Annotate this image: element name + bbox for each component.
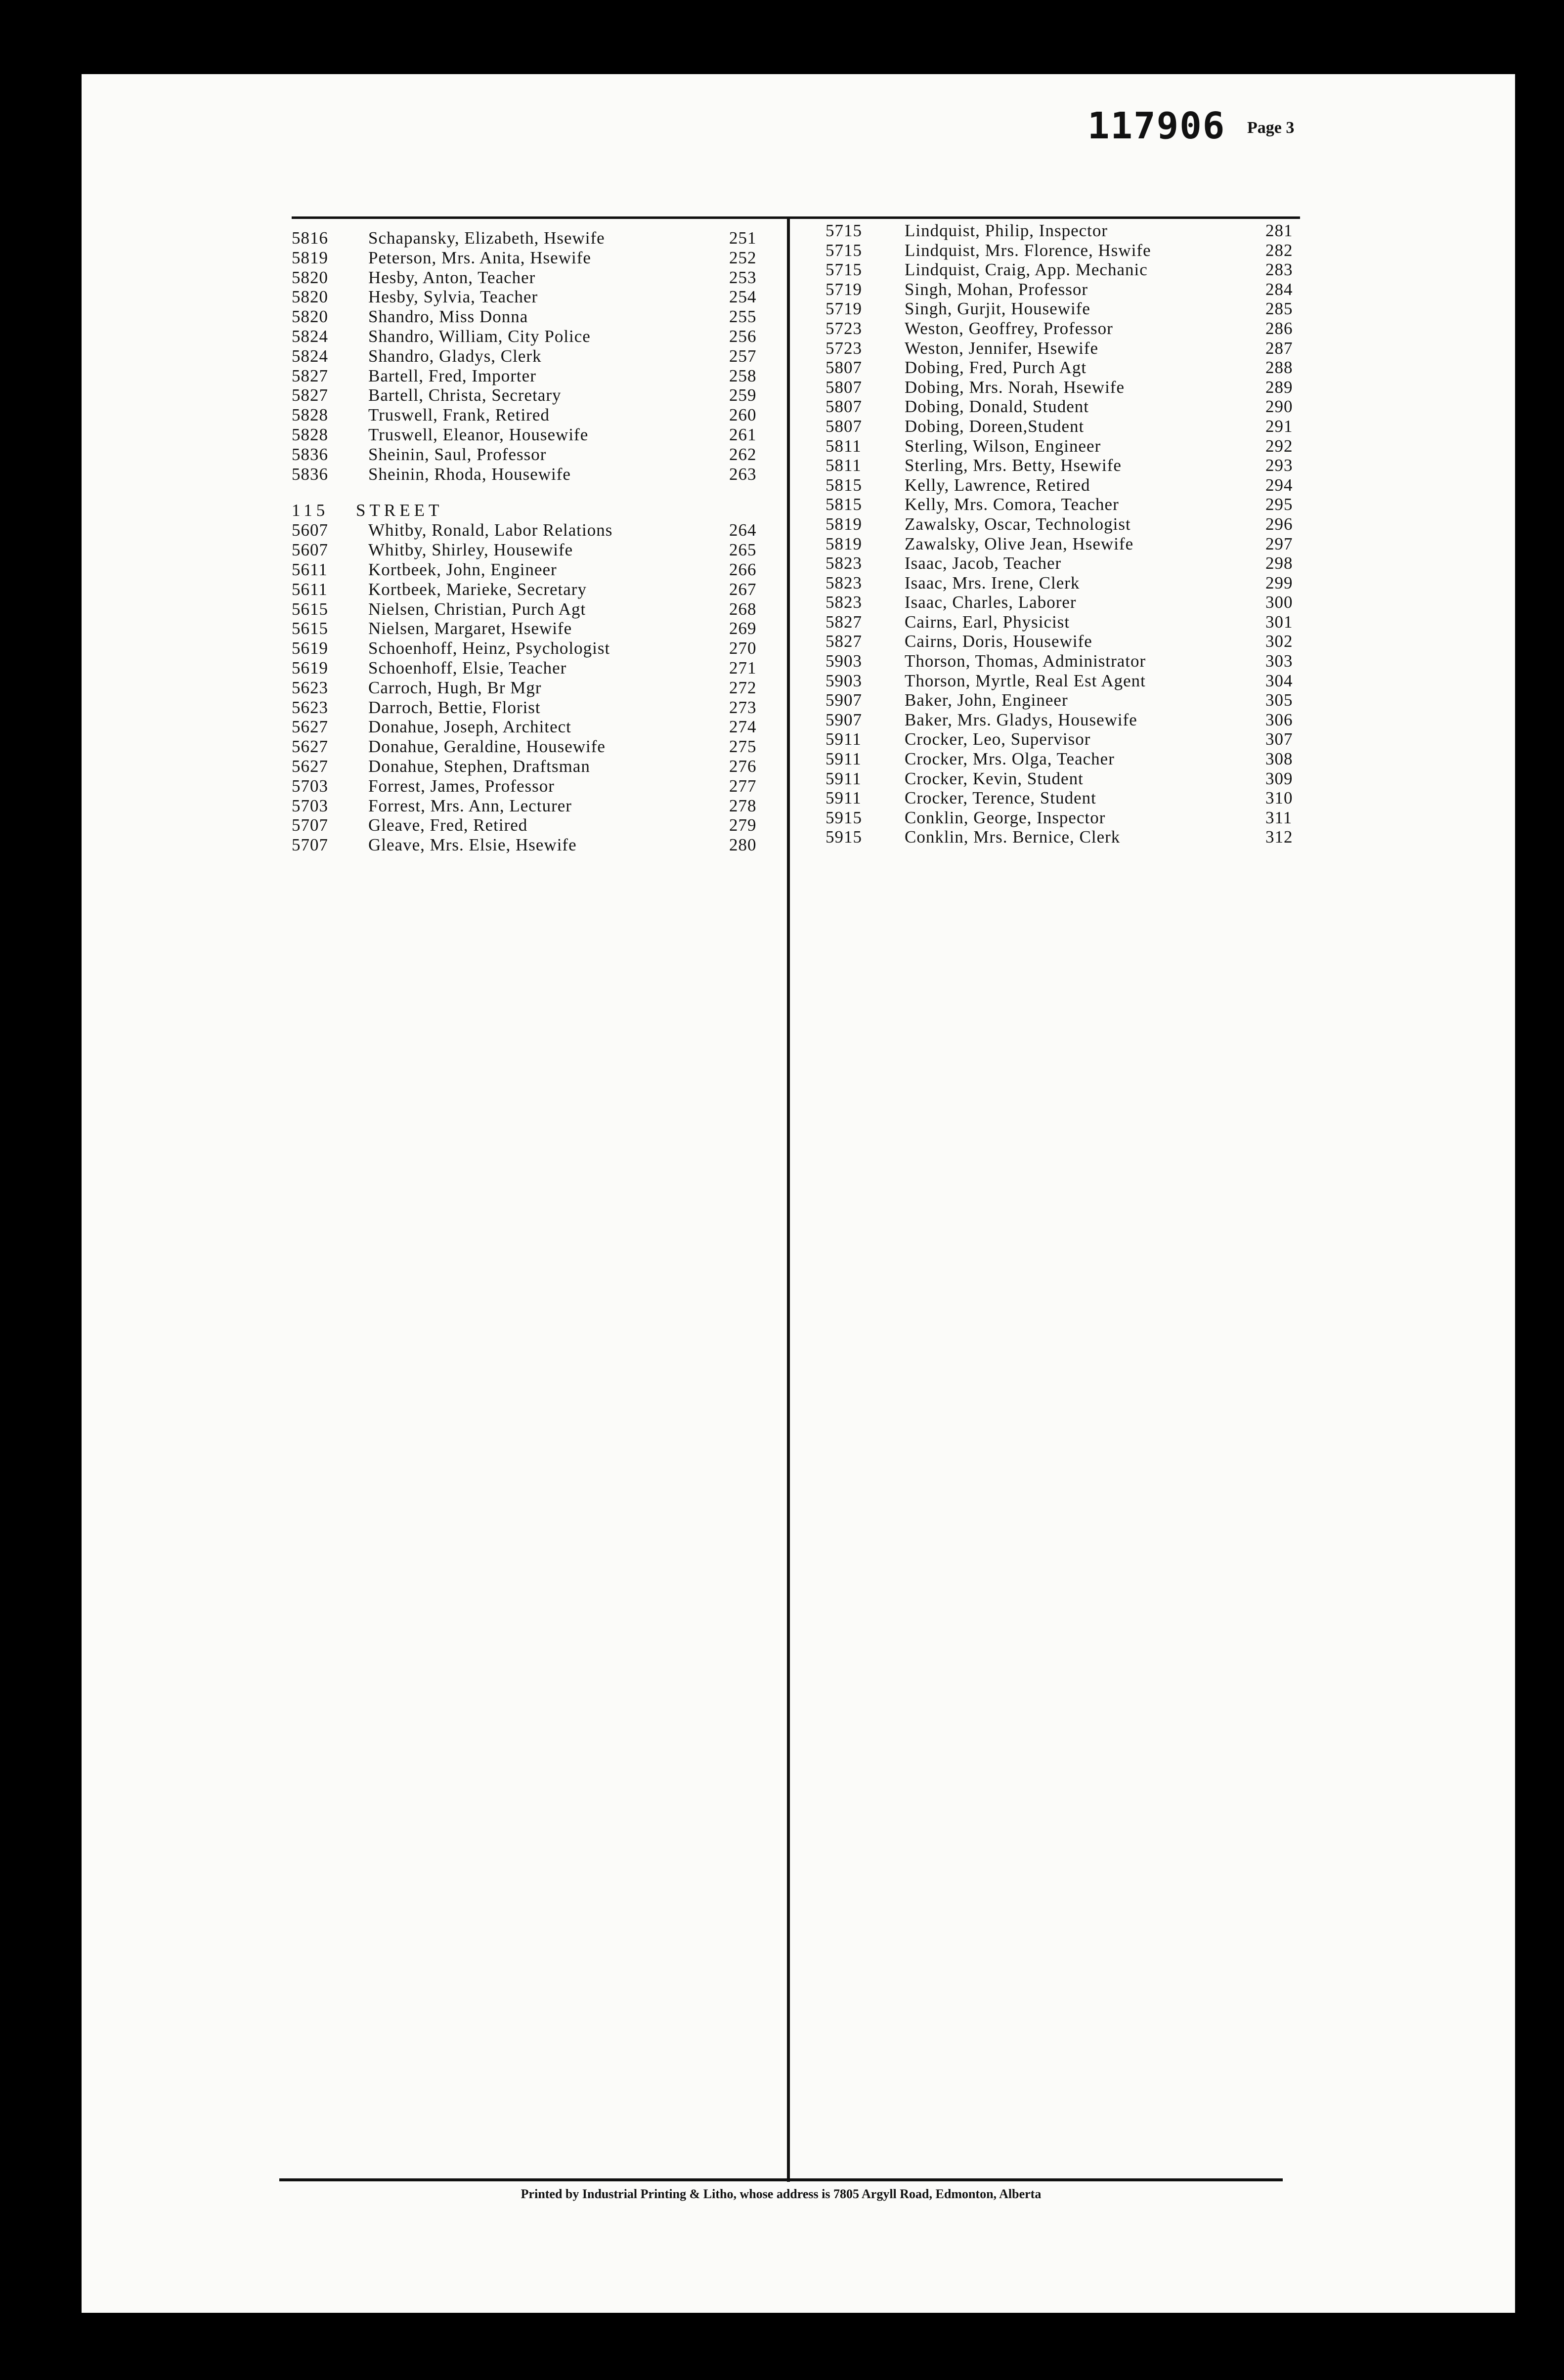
sequence-number: 300 [1265, 593, 1293, 612]
sequence-number: 258 [729, 366, 757, 385]
directory-entry [292, 385, 786, 405]
house-number: 5723 [825, 338, 862, 358]
resident-name: Gleave, Fred, Retired [368, 815, 528, 835]
resident-name: Crocker, Mrs. Olga, Teacher [905, 749, 1115, 769]
resident-name: Sterling, Wilson, Engineer [905, 436, 1101, 456]
resident-name: Dobing, Fred, Purch Agt [905, 358, 1087, 378]
house-number: 5827 [292, 366, 328, 385]
sequence-number: 290 [1265, 397, 1293, 417]
sequence-number: 281 [1265, 221, 1293, 240]
resident-name: Kelly, Lawrence, Retired [905, 475, 1090, 495]
house-number: 5623 [292, 678, 328, 697]
resident-name: Truswell, Frank, Retired [368, 405, 550, 425]
directory-entry [292, 287, 786, 307]
house-number: 5715 [825, 221, 862, 240]
sequence-number: 304 [1265, 671, 1293, 690]
directory-entry [292, 445, 786, 465]
resident-name: Nielsen, Christian, Purch Agt [368, 599, 586, 619]
resident-name: Weston, Jennifer, Hsewife [905, 338, 1099, 358]
directory-entry [825, 358, 1307, 378]
house-number: 5824 [292, 346, 328, 366]
directory-entry [825, 788, 1307, 808]
sequence-number: 265 [729, 540, 757, 560]
house-number: 5911 [825, 749, 862, 769]
house-number: 5627 [292, 737, 328, 757]
sequence-number: 259 [729, 385, 757, 405]
resident-name: Conklin, Mrs. Bernice, Clerk [905, 827, 1121, 847]
sequence-number: 310 [1265, 788, 1293, 808]
house-number: 5819 [825, 514, 862, 534]
resident-name: Donahue, Stephen, Draftsman [368, 756, 590, 776]
house-number: 5807 [825, 397, 862, 417]
directory-entry [292, 425, 786, 445]
directory-entry [825, 436, 1307, 456]
left-column [292, 228, 786, 855]
sequence-number: 269 [729, 619, 757, 638]
resident-name: Dobing, Doreen,Student [905, 416, 1085, 436]
resident-name: Forrest, Mrs. Ann, Lecturer [368, 796, 572, 815]
directory-entry [292, 815, 786, 835]
resident-name: Carroch, Hugh, Br Mgr [368, 678, 542, 697]
sequence-number: 252 [729, 248, 757, 267]
house-number: 5815 [825, 475, 862, 495]
house-number: 5807 [825, 416, 862, 436]
directory-entry [292, 638, 786, 658]
sequence-number: 286 [1265, 318, 1293, 338]
resident-name: Shandro, Miss Donna [368, 307, 528, 327]
left-section-1 [292, 228, 786, 484]
resident-name: Thorson, Thomas, Administrator [905, 651, 1146, 671]
resident-name: Crocker, Leo, Supervisor [905, 729, 1091, 749]
right-column [825, 221, 1307, 847]
house-number: 5903 [825, 651, 862, 671]
resident-name: Dobing, Donald, Student [905, 397, 1089, 417]
directory-entry [292, 560, 786, 580]
resident-name: Isaac, Charles, Laborer [905, 593, 1077, 612]
sequence-number: 272 [729, 678, 757, 697]
resident-name: Bartell, Fred, Importer [368, 366, 536, 385]
sequence-number: 282 [1265, 240, 1293, 260]
directory-entry [825, 632, 1307, 651]
resident-name: Lindquist, Craig, App. Mechanic [905, 260, 1148, 280]
resident-name: Kortbeek, John, Engineer [368, 559, 557, 579]
sequence-number: 268 [729, 599, 757, 619]
directory-entry [825, 612, 1307, 632]
resident-name: Isaac, Jacob, Teacher [905, 553, 1062, 573]
directory-entry [825, 593, 1307, 612]
house-number: 5607 [292, 540, 328, 560]
sequence-number: 277 [729, 776, 757, 796]
directory-entry [825, 769, 1307, 789]
sequence-number: 270 [729, 638, 757, 658]
sequence-number: 298 [1265, 553, 1293, 573]
sequence-number: 267 [729, 579, 757, 599]
resident-name: Shandro, William, City Police [368, 326, 591, 346]
directory-entry [825, 299, 1307, 319]
directory-entry [292, 717, 786, 737]
directory-entry [292, 540, 786, 560]
directory-entry [292, 228, 786, 248]
sequence-number: 291 [1265, 416, 1293, 436]
house-number: 5820 [292, 287, 328, 307]
resident-name: Isaac, Mrs. Irene, Clerk [905, 573, 1080, 593]
directory-entry [825, 397, 1307, 417]
house-number: 5820 [292, 267, 328, 287]
resident-name: Whitby, Shirley, Housewife [368, 540, 573, 560]
directory-entry [825, 280, 1307, 299]
resident-name: Donahue, Joseph, Architect [368, 717, 571, 737]
sequence-number: 285 [1265, 299, 1293, 319]
house-number: 5819 [292, 248, 328, 267]
house-number: 5619 [292, 638, 328, 658]
house-number: 5827 [825, 612, 862, 632]
directory-entry [292, 776, 786, 796]
resident-name: Sheinin, Saul, Professor [368, 444, 547, 464]
sequence-number: 251 [729, 228, 757, 248]
resident-name: Singh, Gurjit, Housewife [905, 299, 1090, 319]
left-section-2 [292, 520, 786, 855]
resident-name: Baker, Mrs. Gladys, Housewife [905, 710, 1137, 729]
directory-entry [825, 221, 1307, 241]
sequence-number: 299 [1265, 573, 1293, 593]
resident-name: Crocker, Kevin, Student [905, 768, 1084, 788]
sequence-number: 306 [1265, 710, 1293, 729]
house-number: 5907 [825, 710, 862, 729]
resident-name: Bartell, Christa, Secretary [368, 385, 562, 405]
directory-entry [825, 729, 1307, 749]
directory-entry [292, 248, 786, 268]
sequence-number: 288 [1265, 358, 1293, 378]
sequence-number: 312 [1265, 827, 1293, 847]
sequence-number: 264 [729, 520, 757, 540]
resident-name: Truswell, Eleanor, Housewife [368, 425, 589, 444]
house-number: 5911 [825, 788, 862, 808]
directory-entry [825, 534, 1307, 554]
directory-entry [825, 495, 1307, 514]
resident-name: Sterling, Mrs. Betty, Hsewife [905, 456, 1122, 475]
sequence-number: 309 [1265, 768, 1293, 788]
street-label: STREET [356, 501, 443, 520]
resident-name: Sheinin, Rhoda, Housewife [368, 464, 571, 484]
sequence-number: 275 [729, 737, 757, 757]
directory-entry [292, 698, 786, 718]
right-list [825, 221, 1307, 847]
house-number: 5819 [825, 534, 862, 553]
sequence-number: 307 [1265, 729, 1293, 749]
resident-name: Weston, Geoffrey, Professor [905, 318, 1113, 338]
sequence-number: 257 [729, 346, 757, 366]
sequence-number: 295 [1265, 495, 1293, 514]
house-number: 5723 [825, 318, 862, 338]
directory-entry [825, 241, 1307, 260]
house-number: 5915 [825, 827, 862, 847]
directory-entry [825, 339, 1307, 358]
directory-entry [825, 690, 1307, 710]
sequence-number: 302 [1265, 632, 1293, 651]
sequence-number: 255 [729, 307, 757, 327]
sequence-number: 297 [1265, 534, 1293, 553]
directory-entry [292, 307, 786, 327]
directory-entry [825, 553, 1307, 573]
directory-entry [292, 835, 786, 855]
sequence-number: 271 [729, 658, 757, 678]
house-number: 5719 [825, 299, 862, 319]
resident-name: Forrest, James, Professor [368, 776, 555, 796]
directory-entry [825, 808, 1307, 828]
house-number: 5816 [292, 228, 328, 248]
house-number: 5828 [292, 405, 328, 425]
sequence-number: 273 [729, 697, 757, 717]
page-number: Page 3 [1247, 119, 1295, 137]
directory-entry [292, 658, 786, 678]
sequence-number: 308 [1265, 749, 1293, 769]
directory-entry [825, 378, 1307, 397]
directory-entry [292, 580, 786, 599]
sequence-number: 296 [1265, 514, 1293, 534]
resident-name: Cairns, Earl, Physicist [905, 612, 1070, 632]
house-number: 5823 [825, 573, 862, 593]
house-number: 5836 [292, 464, 328, 484]
house-number: 5824 [292, 326, 328, 346]
sequence-number: 292 [1265, 436, 1293, 456]
directory-entry [825, 710, 1307, 730]
directory-entry [292, 619, 786, 638]
house-number: 5719 [825, 279, 862, 299]
directory-entry [825, 651, 1307, 671]
directory-entry [825, 475, 1307, 495]
sequence-number: 276 [729, 756, 757, 776]
resident-name: Nielsen, Margaret, Hsewife [368, 619, 572, 638]
resident-name: Lindquist, Philip, Inspector [905, 221, 1108, 240]
house-number: 5707 [292, 815, 328, 835]
house-number: 5815 [825, 495, 862, 514]
document-id: 117906 [1087, 105, 1226, 147]
house-number: 5811 [825, 436, 862, 456]
resident-name: Dobing, Mrs. Norah, Hsewife [905, 377, 1125, 397]
resident-name: Kortbeek, Marieke, Secretary [368, 579, 587, 599]
house-number: 5715 [825, 240, 862, 260]
house-number: 5611 [292, 559, 328, 579]
house-number: 5915 [825, 808, 862, 827]
resident-name: Lindquist, Mrs. Florence, Hswife [905, 240, 1151, 260]
resident-name: Hesby, Anton, Teacher [368, 267, 536, 287]
sequence-number: 266 [729, 559, 757, 579]
directory-entry [292, 366, 786, 386]
resident-name: Donahue, Geraldine, Housewife [368, 737, 606, 757]
resident-name: Zawalsky, Olive Jean, Hsewife [905, 534, 1134, 553]
resident-name: Gleave, Mrs. Elsie, Hsewife [368, 835, 577, 855]
sequence-number: 253 [729, 267, 757, 287]
street-number: 115 [292, 501, 329, 520]
sequence-number: 305 [1265, 690, 1293, 710]
sequence-number: 278 [729, 796, 757, 815]
sequence-number: 261 [729, 425, 757, 444]
resident-name: Kelly, Mrs. Comora, Teacher [905, 495, 1119, 514]
directory-entry [292, 346, 786, 366]
house-number: 5615 [292, 619, 328, 638]
sequence-number: 301 [1265, 612, 1293, 632]
bottom-rule [279, 2178, 1283, 2181]
resident-name: Schapansky, Elizabeth, Hsewife [368, 228, 605, 248]
sequence-number: 284 [1265, 279, 1293, 299]
directory-entry [292, 327, 786, 346]
resident-name: Thorson, Myrtle, Real Est Agent [905, 671, 1146, 690]
column-divider [787, 217, 790, 2182]
sequence-number: 254 [729, 287, 757, 307]
sequence-number: 289 [1265, 377, 1293, 397]
resident-name: Zawalsky, Oscar, Technologist [905, 514, 1131, 534]
house-number: 5623 [292, 697, 328, 717]
directory-entry [292, 465, 786, 484]
directory-entry [292, 678, 786, 698]
directory-entry [292, 520, 786, 540]
resident-name: Shandro, Gladys, Clerk [368, 346, 542, 366]
resident-name: Baker, John, Engineer [905, 690, 1068, 710]
street-heading [292, 501, 786, 520]
house-number: 5703 [292, 796, 328, 815]
house-number: 5627 [292, 756, 328, 776]
resident-name: Schoenhoff, Elsie, Teacher [368, 658, 567, 678]
house-number: 5823 [825, 553, 862, 573]
directory-entry [292, 599, 786, 619]
sequence-number: 262 [729, 444, 757, 464]
resident-name: Whitby, Ronald, Labor Relations [368, 520, 613, 540]
sequence-number: 311 [1265, 808, 1293, 827]
directory-entry [825, 573, 1307, 593]
resident-name: Darroch, Bettie, Florist [368, 697, 541, 717]
sequence-number: 256 [729, 326, 757, 346]
resident-name: Schoenhoff, Heinz, Psychologist [368, 638, 610, 658]
house-number: 5627 [292, 717, 328, 737]
directory-entry [825, 671, 1307, 691]
house-number: 5807 [825, 377, 862, 397]
house-number: 5615 [292, 599, 328, 619]
resident-name: Singh, Mohan, Professor [905, 279, 1088, 299]
sequence-number: 283 [1265, 260, 1293, 280]
directory-entry [825, 456, 1307, 475]
resident-name: Hesby, Sylvia, Teacher [368, 287, 538, 307]
directory-entry [825, 749, 1307, 769]
house-number: 5911 [825, 768, 862, 788]
top-rule [292, 216, 1300, 219]
directory-entry [825, 260, 1307, 280]
house-number: 5607 [292, 520, 328, 540]
sequence-number: 294 [1265, 475, 1293, 495]
sequence-number: 274 [729, 717, 757, 737]
house-number: 5827 [825, 632, 862, 651]
house-number: 5707 [292, 835, 328, 855]
house-number: 5827 [292, 385, 328, 405]
sequence-number: 303 [1265, 651, 1293, 671]
sequence-number: 263 [729, 464, 757, 484]
sequence-number: 279 [729, 815, 757, 835]
directory-entry [292, 757, 786, 776]
resident-name: Crocker, Terence, Student [905, 788, 1096, 808]
directory-entry [825, 514, 1307, 534]
house-number: 5820 [292, 307, 328, 327]
house-number: 5828 [292, 425, 328, 444]
directory-entry [292, 268, 786, 288]
house-number: 5703 [292, 776, 328, 796]
sequence-number: 260 [729, 405, 757, 425]
sequence-number: 287 [1265, 338, 1293, 358]
sequence-number: 280 [729, 835, 757, 855]
house-number: 5811 [825, 456, 862, 475]
directory-entry [292, 405, 786, 425]
directory-entry [292, 737, 786, 757]
house-number: 5836 [292, 444, 328, 464]
house-number: 5903 [825, 671, 862, 690]
house-number: 5611 [292, 579, 328, 599]
house-number: 5823 [825, 593, 862, 612]
directory-entry [292, 796, 786, 816]
resident-name: Conklin, George, Inspector [905, 808, 1106, 827]
house-number: 5619 [292, 658, 328, 678]
directory-entry [825, 319, 1307, 339]
house-number: 5807 [825, 358, 862, 378]
printer-footer: Printed by Industrial Printing & Litho, whose address is 7805 Argyll Road, Edmonton, Alberta [521, 2187, 1042, 2201]
house-number: 5715 [825, 260, 862, 280]
directory-entry [825, 827, 1307, 847]
sequence-number: 293 [1265, 456, 1293, 475]
directory-entry [825, 417, 1307, 436]
house-number: 5907 [825, 690, 862, 710]
house-number: 5911 [825, 729, 862, 749]
resident-name: Peterson, Mrs. Anita, Hsewife [368, 248, 591, 267]
resident-name: Cairns, Doris, Housewife [905, 632, 1092, 651]
